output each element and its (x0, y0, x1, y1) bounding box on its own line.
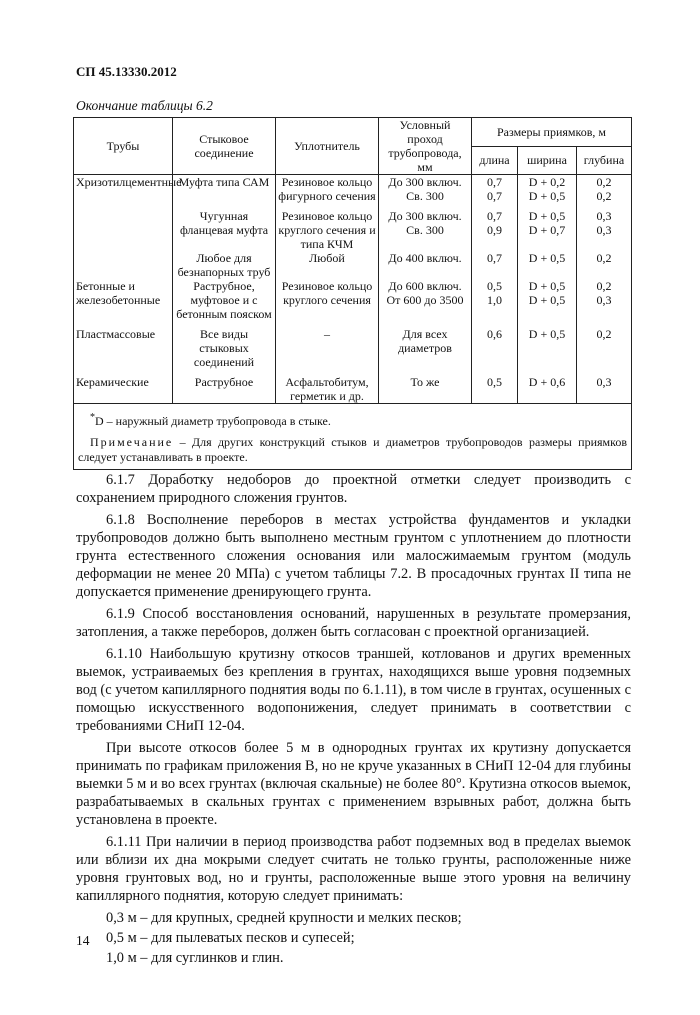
cell-depth: 0,2 0,3 (577, 279, 632, 321)
cell-length: 0,7 (472, 251, 518, 279)
cell-pipe: Пластмассовые (74, 321, 173, 369)
table-note (78, 435, 627, 465)
table-notes (74, 404, 632, 470)
cell-depth: 0,2 0,2 (577, 175, 632, 204)
paragraph-6-1-10-cont: При высоте откосов более 5 м в однородных грунтах их крутизну допускается принимать по графикам приложения В, но не круче указанных в СНиП 12-04 для глубины выемки 5 м и во всех грунтах (включая скальные) не более 80°. Крутизна откосов выемок, разрабатываемых в скальных грунтах с применением взрывных работ, должна быть установлена в проекте. (76, 740, 631, 828)
cell-length: 0,6 (472, 321, 518, 369)
cell-length: 0,7 0,9 (472, 203, 518, 251)
page-number: 14 (76, 933, 90, 948)
list-item: 0,3 м – для крупных, средней крупности и мелких песков; (106, 910, 462, 926)
paragraph-6-1-8: 6.1.8 Восполнение переборов в местах устройства фундаментов и укладки трубопроводов должно быть выполнено местным грунтом с уплотнением до плотности грунта естественного сложения основания или малосжимаемым грунтом (модуль деформации не менее 20 МПа) с учетом таблицы 7.2. В просадочных грунтах II типа не допускается применение дренирующего грунта. (76, 512, 631, 600)
cell-seal: Резиновое кольцо круглого сечения и типа КЧМ (276, 203, 379, 251)
header-depth: глубина (577, 146, 632, 175)
cell-depth: 0,3 (577, 369, 632, 404)
header-pipes: Трубы (74, 118, 173, 175)
cell-pipe: Хризотилцементные (74, 175, 173, 204)
note-text: – Для других конструкций стыков и диаметров трубопроводов размеры приямков следует устанавливать в проекте. (78, 435, 627, 464)
cell-depth: 0,2 (577, 321, 632, 369)
doc-code-header: СП 45.13330.2012 (76, 64, 177, 79)
footnote: *D – наружный диаметр трубопровода в стыке. (90, 412, 331, 428)
cell-joint: Муфта типа САМ (173, 175, 276, 204)
cell-joint: Чугунная фланцевая муфта (173, 203, 276, 251)
cell-pipe (74, 251, 173, 279)
header-width: ширина (518, 146, 577, 175)
list-item: 0,5 м – для пылеватых песков и супесей; (106, 930, 355, 946)
table-row (74, 175, 632, 204)
body-text (76, 471, 631, 969)
cell-bore: До 300 включ. Св. 300 (379, 175, 472, 204)
cell-width: D + 0,2 D + 0,5 (518, 175, 577, 204)
table-row (74, 279, 632, 321)
cell-joint: Раструбное, муфтовое и с бетонным пояском (173, 279, 276, 321)
table-row (74, 321, 632, 369)
header-bore: Условный проход трубопровода, мм (379, 118, 472, 175)
cell-width: D + 0,5 D + 0,7 (518, 203, 577, 251)
cell-depth: 0,2 (577, 251, 632, 279)
cell-bore: До 400 включ. (379, 251, 472, 279)
cell-depth: 0,3 0,3 (577, 203, 632, 251)
pit-size-table (73, 117, 632, 470)
header-pit-sizes: Размеры приямков, м (472, 118, 632, 147)
cell-width: D + 0,5 (518, 321, 577, 369)
cell-width: D + 0,5 (518, 251, 577, 279)
header-joint: Стыковое соединение (173, 118, 276, 175)
cell-length: 0,5 1,0 (472, 279, 518, 321)
cell-joint: Все виды стыковых соединений (173, 321, 276, 369)
cell-seal: Резиновое кольцо фигурного сечения (276, 175, 379, 204)
paragraph-6-1-9: 6.1.9 Способ восстановления оснований, нарушенных в результате промерзания, затопления, а также переборов, должен быть согласован с проектной организацией. (76, 606, 631, 640)
cell-seal: Резиновое кольцо круглого сечения (276, 279, 379, 321)
cell-bore: До 300 включ. Св. 300 (379, 203, 472, 251)
cell-pipe: Керамические (74, 369, 173, 404)
cell-joint: Любое для безнапорных труб (173, 251, 276, 279)
note-label: Примечание (90, 435, 174, 449)
header-seal: Уплотнитель (276, 118, 379, 175)
cell-width: D + 0,5 D + 0,5 (518, 279, 577, 321)
cell-pipe: Бетонные и железобетонные (74, 279, 173, 321)
cell-bore: Для всех диаметров (379, 321, 472, 369)
paragraph-6-1-11: 6.1.11 При наличии в период производства работ подземных вод в пределах выемок или вблизи их дна мокрыми следует считать не только грунты, расположенные ниже уровня грунтовых вод, но и грунты, расположенные выше этого уровня на величину капиллярного поднятия, которую следует принимать: (76, 834, 631, 904)
cell-seal: Любой (276, 251, 379, 279)
table-row (74, 251, 632, 279)
table-caption: Окончание таблицы 6.2 (76, 98, 213, 113)
cell-seal: Асфальтобитум, герметик и др. (276, 369, 379, 404)
cell-length: 0,5 (472, 369, 518, 404)
paragraph-6-1-10: 6.1.10 Наибольшую крутизну откосов траншей, котлованов и других временных выемок, устраиваемых без крепления в грунтах, находящихся выше уровня подземных вод (с учетом капиллярного поднятия воды по 6.1.11), в том числе в грунтах, осушенных с помощью искусственного водопонижения, следует принимать в соответствии с требованиями СНиП 12-04. (76, 646, 631, 734)
cell-joint: Раструбное (173, 369, 276, 404)
table-row (74, 203, 632, 251)
list-item: 1,0 м – для суглинков и глин. (106, 950, 284, 966)
cell-bore: То же (379, 369, 472, 404)
cell-width: D + 0,6 (518, 369, 577, 404)
cell-bore: До 600 включ. От 600 до 3500 (379, 279, 472, 321)
cell-length: 0,7 0,7 (472, 175, 518, 204)
table-row (74, 369, 632, 404)
cell-pipe (74, 203, 173, 251)
paragraph-6-1-7: 6.1.7 Доработку недоборов до проектной отметки следует производить с сохранением природного сложения грунтов. (76, 472, 631, 506)
header-length: длина (472, 146, 518, 175)
cell-seal: – (276, 321, 379, 369)
